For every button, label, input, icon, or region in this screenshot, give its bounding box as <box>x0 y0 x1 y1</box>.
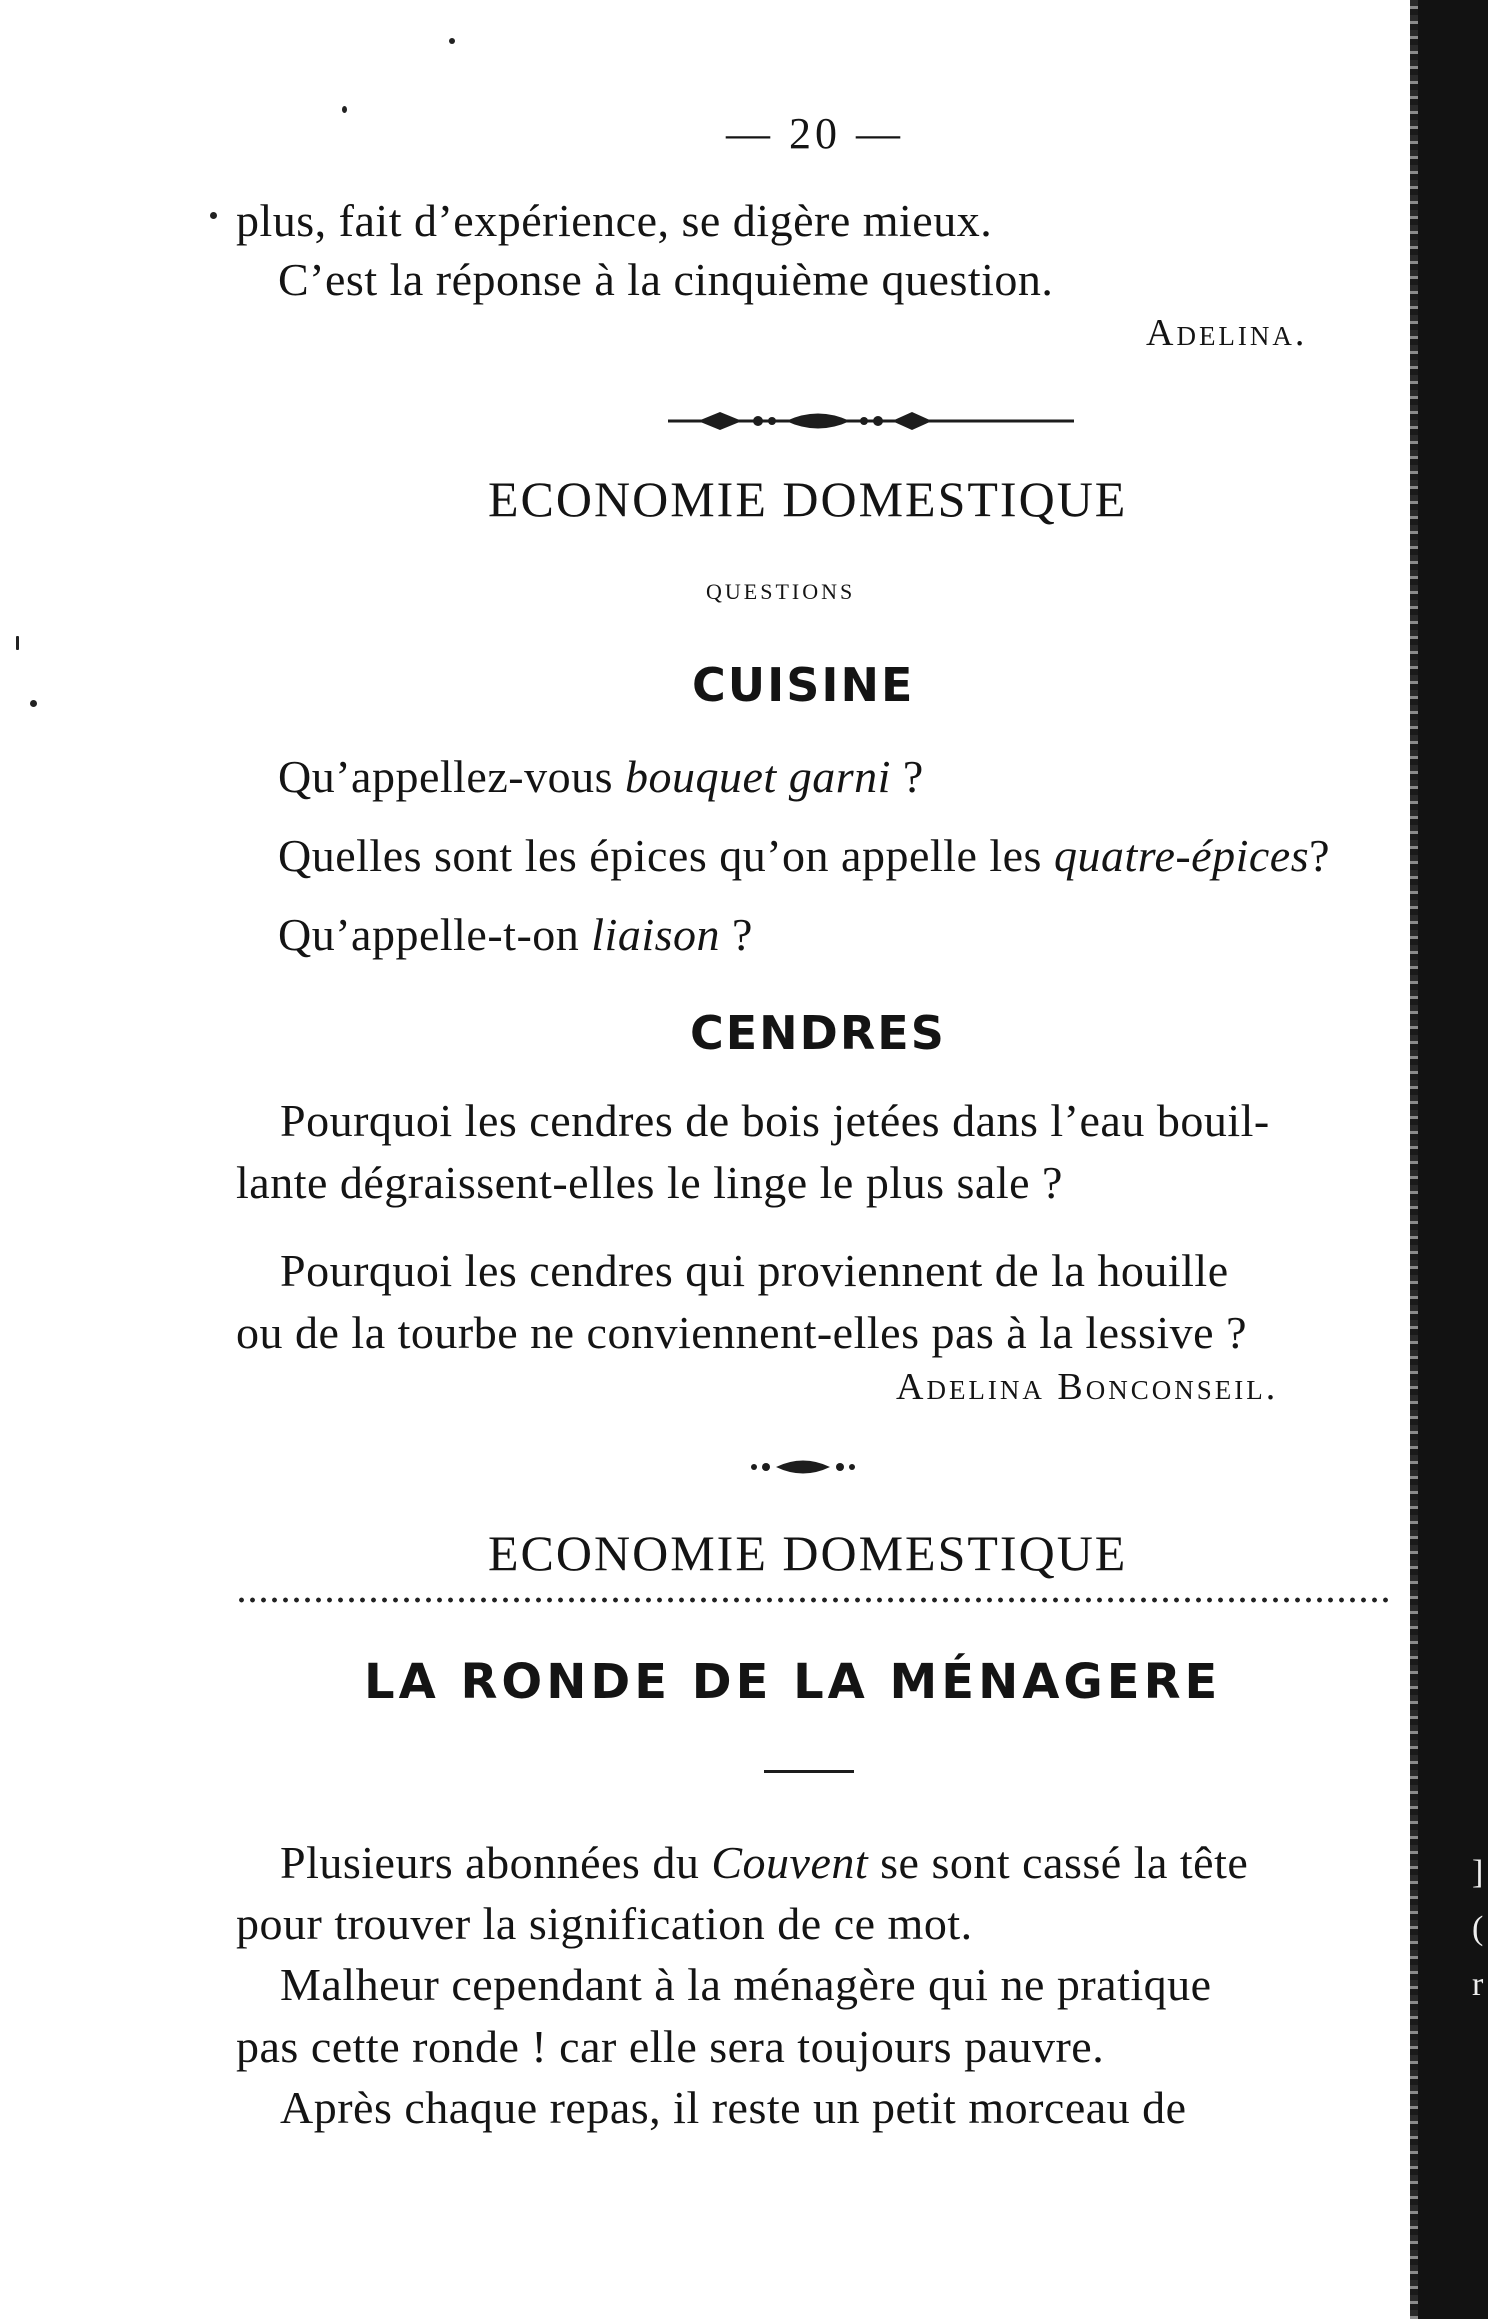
scan-edge-texture <box>1410 0 1418 2319</box>
speck-mark <box>16 636 19 650</box>
margin-mark: ] <box>1472 1854 1484 1891</box>
ronde-text: Plusieurs abonnées du <box>280 1837 712 1888</box>
margin-mark: r <box>1472 1966 1484 2003</box>
ornament-divider-small <box>748 1454 858 1480</box>
ronde-p2-line-2: pas cette ronde ! car elle sera toujours pauvre. <box>236 2021 1105 2072</box>
speck-mark <box>30 700 37 707</box>
ronde-heading: LA RONDE DE LA MÉNAGERE <box>364 1654 1222 1710</box>
intro-line-1: plus, fait d’expérience, se digère mieux. <box>236 195 993 246</box>
cendres-signature: Adelina Bonconseil. <box>896 1366 1279 1408</box>
intro-signature: Adelina. <box>1146 312 1308 354</box>
cendres-p1-line-1: Pourquoi les cendres de bois jetées dans l’eau bouil- <box>280 1095 1270 1146</box>
question-term: quatre-épices <box>1053 830 1310 881</box>
question-mark: ? <box>1309 830 1331 881</box>
cendres-p1-line-2: lante dégraissent-elles le linge le plus sale ? <box>236 1157 1063 1208</box>
page-number: — 20 — <box>726 109 904 158</box>
question-text: Qu’appellez-vous <box>278 751 625 802</box>
cuisine-question-1 <box>278 751 924 802</box>
question-mark: ? <box>720 909 753 960</box>
speck-mark <box>210 212 217 219</box>
section-2-title: ECONOMIE DOMESTIQUE <box>488 1525 1128 1581</box>
cendres-heading: CENDRES <box>690 1006 946 1060</box>
section-subtitle: questions <box>706 570 856 606</box>
ronde-text: se sont cassé la tête <box>868 1837 1249 1888</box>
ornament-divider <box>668 406 1074 436</box>
ronde-p2-line-1: Malheur cependant à la ménagère qui ne pratique <box>280 1959 1212 2010</box>
short-rule <box>764 1770 854 1773</box>
dotted-rule <box>236 1596 1390 1604</box>
cendres-p2-line-1: Pourquoi les cendres qui proviennent de la houille <box>280 1245 1229 1296</box>
ronde-term: Couvent <box>711 1837 869 1888</box>
ronde-p1-line-1 <box>280 1837 1249 1888</box>
question-term: bouquet garni <box>625 751 891 802</box>
question-term: liaison <box>591 909 721 960</box>
speck-mark <box>342 106 347 113</box>
speck-mark <box>449 38 455 44</box>
ronde-p3-line-1: Après chaque repas, il reste un petit morceau de <box>280 2082 1187 2133</box>
cuisine-question-3 <box>278 909 753 960</box>
section-title: ECONOMIE DOMESTIQUE <box>488 471 1128 527</box>
intro-line-2: C’est la réponse à la cinquième question. <box>278 254 1054 305</box>
margin-mark: ( <box>1472 1910 1484 1947</box>
cuisine-question-2 <box>278 830 1331 881</box>
cendres-p2-line-2: ou de la tourbe ne conviennent-elles pas à la lessive ? <box>236 1307 1248 1358</box>
question-mark: ? <box>890 751 924 802</box>
question-text: Quelles sont les épices qu’on appelle les <box>278 830 1054 881</box>
cuisine-heading: CUISINE <box>692 658 915 712</box>
question-text: Qu’appelle-t-on <box>278 909 592 960</box>
ronde-p1-line-2: pour trouver la signification de ce mot. <box>236 1898 973 1949</box>
